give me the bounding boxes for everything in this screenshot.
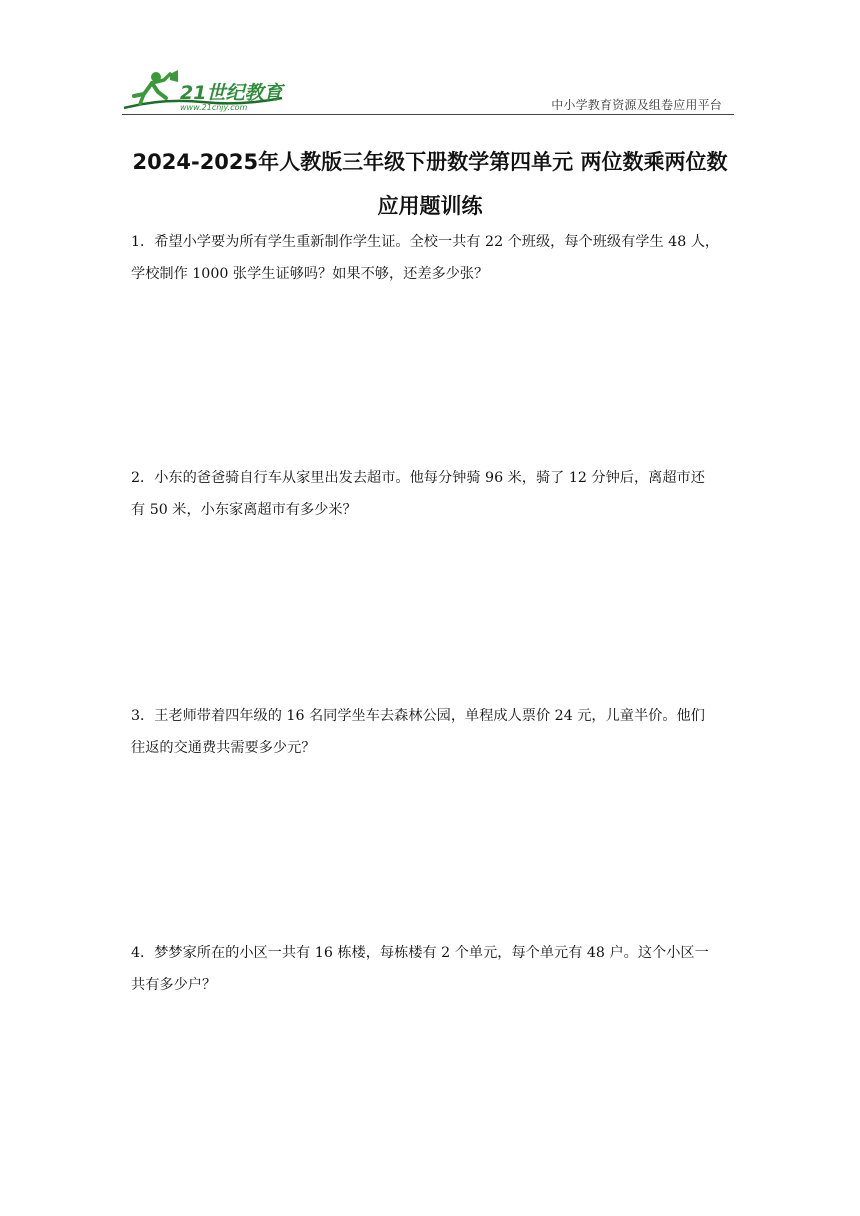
question-3 xyxy=(131,700,735,764)
brand-logo xyxy=(122,68,292,114)
svg-text:21世纪教育: 21世纪教育 xyxy=(180,82,283,104)
question-1 xyxy=(131,226,735,290)
page-header xyxy=(122,64,734,120)
question-4 xyxy=(131,937,735,1001)
svg-text:www.21cnjy.com: www.21cnjy.com xyxy=(180,103,248,112)
page-title-line-2: 应用题训练 xyxy=(377,194,483,218)
question-1-line-2: 学校制作 1000 张学生证够吗？如果不够，还差多少张？ xyxy=(131,266,489,282)
page-title xyxy=(120,140,740,228)
platform-label: 中小学教育资源及组卷应用平台 xyxy=(551,98,722,112)
question-2-line-2: 有 50 米，小东家离超市有多少米？ xyxy=(131,502,357,518)
question-3-line-1: 3．王老师带着四年级的 16 名同学坐车去森林公园，单程成人票价 24 元，儿童半价。他们 xyxy=(131,708,705,724)
header-divider xyxy=(122,114,734,115)
question-1-line-1: 1．希望小学要为所有学生重新制作学生证。全校一共有 22 个班级，每个班级有学生 48 人， xyxy=(131,234,720,250)
question-2 xyxy=(131,462,735,526)
running-figure-icon xyxy=(122,68,292,114)
question-4-line-2: 共有多少户？ xyxy=(131,977,217,993)
page-title-line-1: 2024-2025年人教版三年级下册数学第四单元 两位数乘两位数 xyxy=(132,150,728,174)
question-3-line-2: 往返的交通费共需要多少元？ xyxy=(131,740,316,756)
question-4-line-1: 4．梦梦家所在的小区一共有 16 栋楼，每栋楼有 2 个单元，每个单元有 48 户。这个小区一 xyxy=(131,945,709,961)
question-2-line-1: 2．小东的爸爸骑自行车从家里出发去超市。他每分钟骑 96 米，骑了 12 分钟后，离超市还 xyxy=(131,470,705,486)
